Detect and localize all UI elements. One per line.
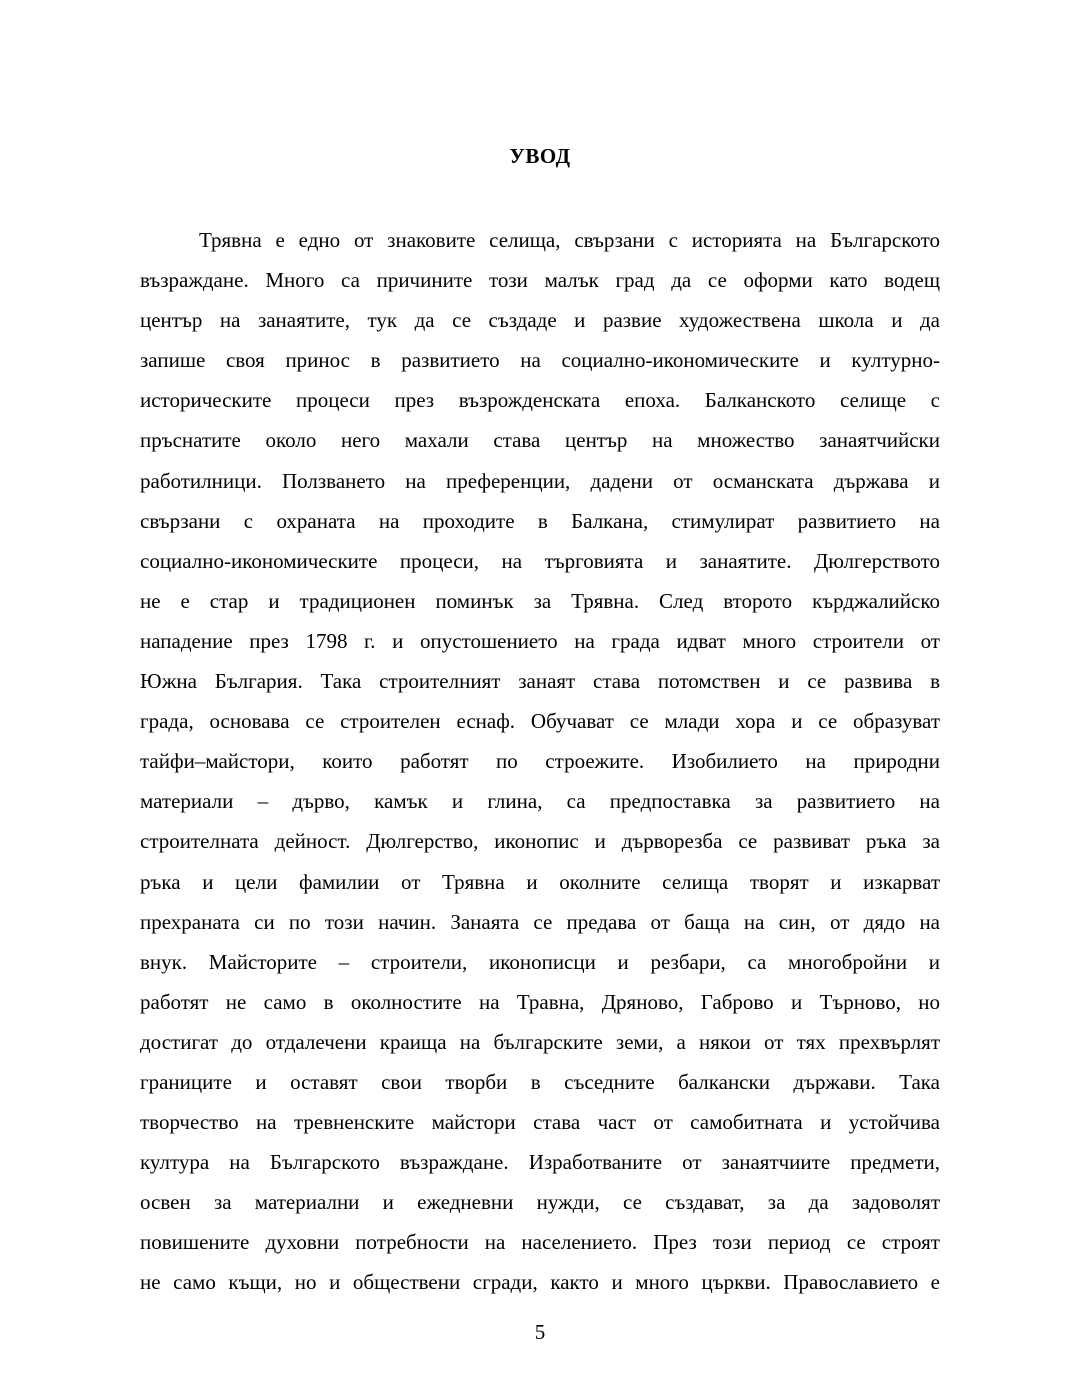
text-line: Южна България. Така строителният занаят става потомствен и се развива в <box>140 669 940 694</box>
text-line: материали – дърво, камък и глина, са предпоставка за развитието на <box>140 789 940 814</box>
text-line: освен за материални и ежедневни нужди, се създават, за да задоволят <box>140 1190 940 1215</box>
text-line: града, основава се строителен еснаф. Обучават се млади хора и се образуват <box>140 709 940 734</box>
text-line: строителната дейност. Дюлгерство, иконопис и дърворезба се развиват ръка за <box>140 829 940 854</box>
text-line: работилници. Ползването на преференции, дадени от османската държава и <box>140 468 940 493</box>
text-line: ръка и цели фамилии от Трявна и околните селища творят и изкарват <box>140 869 940 894</box>
page-title: УВОД <box>509 144 571 168</box>
text-line: внук. Майсторите – строители, иконописци и резбари, са многобройни и <box>140 949 940 974</box>
text-line: достигат до отдалечени краища на българските земи, а някои от тях прехвърлят <box>140 1029 940 1054</box>
text-line: работят не само в околностите на Травна, Дряново, Габрово и Търново, но <box>140 989 940 1014</box>
text-line: творчество на тревненските майстори става част от самобитната и устойчива <box>140 1110 940 1135</box>
text-line: границите и оставят свои творби в съседните балкански държави. Така <box>140 1069 940 1094</box>
page-number: 5 <box>534 1320 546 1344</box>
body-paragraph <box>140 220 940 1303</box>
text-line: не е стар и традиционен поминък за Трявна. След второто кърджалийско <box>140 588 940 613</box>
text-line: възраждане. Много са причините този малък град да се оформи като водещ <box>140 268 940 293</box>
text-line: не само къщи, но и обществени сгради, както и много църкви. Православието е <box>140 1270 940 1295</box>
text-line: Трявна е едно от знаковите селища, свързани с историята на Българското <box>199 228 940 252</box>
text-line: повишените духовни потребности на населението. През този период се строят <box>140 1230 940 1255</box>
text-line: запише своя принос в развитието на социално-икономическите и културно- <box>140 348 940 373</box>
text-line: прехраната си по този начин. Занаята се предава от баща на син, от дядо на <box>140 909 940 934</box>
text-line: историческите процеси през възрожденската епоха. Балканското селище с <box>140 388 940 413</box>
text-line: култура на Българското възраждане. Изработваните от занаятчиите предмети, <box>140 1150 940 1175</box>
text-line: свързани с охраната на проходите в Балкана, стимулират развитието на <box>140 508 940 533</box>
text-line: пръснатите около него махали става център на множество занаятчийски <box>140 428 940 453</box>
text-line: нападение през 1798 г. и опустошението на града идват много строители от <box>140 628 940 653</box>
text-line: център на занаятите, тук да се създаде и развие художествена школа и да <box>140 308 940 333</box>
text-line: тайфи–майстори, които работят по строежите. Изобилието на природни <box>140 749 940 774</box>
text-line: социално-икономическите процеси, на търговията и занаятите. Дюлгерството <box>140 548 940 573</box>
